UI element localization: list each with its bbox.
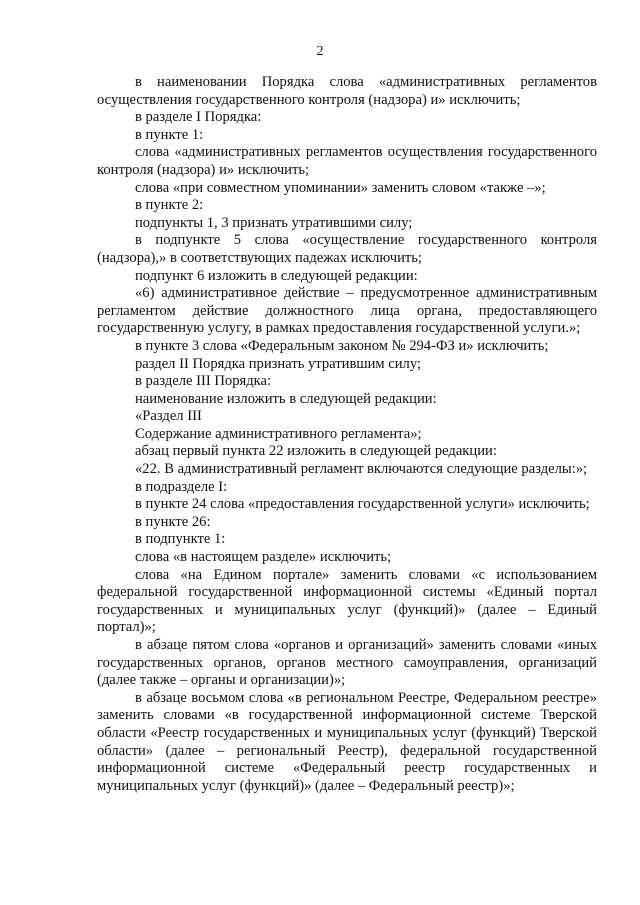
paragraph: в наименовании Порядка слова «административных регламентов осуществления государственного контроля (надзора) и» исключить;	[97, 74, 597, 108]
paragraph: слова «административных регламентов осуществления государственного контроля (надзора) и» исключить;	[97, 144, 597, 178]
paragraph: в пункте 3 слова «Федеральным законом № 294-ФЗ и» исключить;	[135, 337, 549, 354]
paragraph: в пункте 26:	[135, 513, 211, 530]
paragraph: в подпункте 1:	[135, 531, 226, 548]
paragraph: «Раздел III	[135, 408, 202, 425]
paragraph: в разделе III Порядка:	[135, 373, 272, 390]
paragraph: в разделе I Порядка:	[135, 109, 262, 126]
paragraph: в пункте 2:	[135, 197, 204, 214]
paragraph: в пункте 24 слова «предоставления государственной услуги» исключить;	[135, 496, 590, 513]
paragraph: слова «при совместном упоминании» заменить словом «также –»;	[135, 179, 546, 196]
paragraph: слова «в настоящем разделе» исключить;	[135, 549, 392, 566]
paragraph: «6) административное действие – предусмотренное административным регламентом действие должностного лица органа, предоставляющего государственную услугу, в рамках предоставления государственной услуги.»;	[97, 285, 597, 337]
paragraph: раздел II Порядка признать утратившим силу;	[135, 355, 422, 372]
paragraph: в подразделе I:	[135, 478, 228, 495]
paragraph: в пункте 1:	[135, 126, 204, 143]
paragraph: Содержание административного регламента»;	[135, 425, 422, 442]
paragraph: «22. В административный регламент включаются следующие разделы:»;	[135, 461, 588, 478]
paragraph: подпункты 1, 3 признать утратившими силу;	[135, 214, 413, 231]
page-number: 2	[316, 44, 324, 59]
paragraph: в абзаце восьмом слова «в региональном Реестре, Федеральном реестре» заменить словами «в государственной информационной системе Тверской области «Реестр государственных и муниципальных услуг (функций) Тверской области» (далее – региональный Реестр), федеральной государственной информационной системе «Федеральный реестр государственных и муниципальных услуг (функций)» (далее – Федеральный реестр)»;	[97, 689, 597, 794]
paragraph: абзац первый пункта 22 изложить в следующей редакции:	[135, 443, 497, 460]
paragraph: подпункт 6 изложить в следующей редакции:	[135, 267, 418, 284]
paragraph: наименование изложить в следующей редакции:	[135, 390, 437, 407]
paragraph: в подпункте 5 слова «осуществление государственного контроля (надзора),» в соответствующих падежах исключить;	[97, 232, 597, 266]
document-body	[97, 74, 597, 795]
paragraph: в абзаце пятом слова «органов и организаций» заменить словами «иных государственных органов, органов местного самоуправления, организаций (далее также – органы и организации)»;	[97, 637, 597, 689]
paragraph: слова «на Едином портале» заменить словами «с использованием федеральной государственной информационной системы «Единый портал государственных и муниципальных услуг (функций)» (далее – Единый портал)»;	[97, 566, 597, 636]
